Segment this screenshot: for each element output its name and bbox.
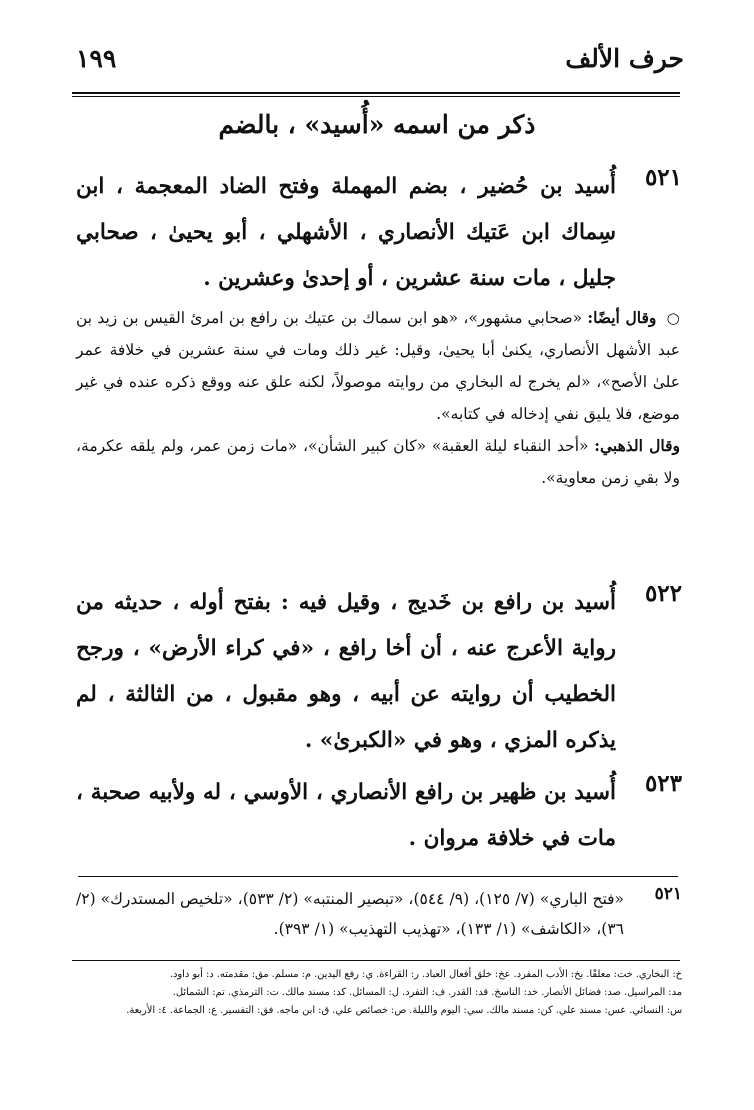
commentary-block — [76, 302, 680, 494]
commentary-paragraph — [76, 302, 680, 430]
footnote-rule — [78, 876, 678, 877]
abbreviation-line: خ: البخاري. خت: معلقًا. بخ: الأدب المفرد. عخ: خلق أفعال العباد. ر: القراءة. ي: رفع اليدين. م: مسلم. مق: مقدمته. د: أبو داود. — [169, 969, 682, 980]
page-number: ١٩٩ — [76, 44, 117, 73]
entry-text: أُسيد بن رافع بن خَديج ، وقيل فيه : بفتح أوله ، حديثه من رواية الأعرج عنه ، أن أخا رافع ، «في كراء الأرض» ، ورجح الخطيب أن روايته عن أبيه ، وهو مقبول ، من الثالثة ، لم يذكره المزي ، وهو في «الكبرىٰ» . — [76, 590, 616, 753]
entry-text: أُسيد بن ظهير بن رافع الأنصاري ، الأوسي ، له ولأبيه صحبة ، مات في خلافة مروان . — [76, 780, 616, 851]
commentary-text: «صحابي مشهور»، «هو ابن سماك بن عتيك بن رافع بن امرئ القيس بن زيد بن عبد الأشهل الأنصاري، يكنىٰ أبا يحيىٰ، وقيل: غير ذلك ومات في سنة عشرين في خلافة عمر علىٰ الأصح»، «لم يخرج له البخاري من روايته موصولاً، لكنه علق عنه ووقع ذكره عنده في غير موضع، فلا يليق نفي إدخاله في كتابه». — [76, 309, 680, 423]
abbreviation-key — [72, 966, 682, 1020]
entry-522 — [76, 580, 682, 764]
commentary-text: «أحد النقباء ليلة العقبة» «كان كبير الشأن»، «مات زمن عمر، ولم يلقه عكرمة، ولا بقي زمن معاوية». — [76, 437, 680, 487]
commentary-speaker: وقال أيضًا: — [587, 308, 657, 327]
abbreviation-line: مد: المراسيل. صد: فضائل الأنصار. خد: الناسخ. قد: القدر. ف: التفرد. ل: المسائل. كد: مسند مالك. ت: الترمذي. تم: الشمائل. — [172, 987, 682, 998]
abbreviation-line: س: النسائي. عس: مسند علي. كن: مسند مالك. سي: اليوم والليلة. ص: خصائص علي. ق: ابن ماجه. فق: التفسير. ع: الجماعة. ٤: الأربعة. — [126, 1005, 682, 1016]
header-rule-thin — [72, 96, 680, 97]
circle-bullet-icon: ○ — [666, 309, 680, 327]
commentary-speaker: وقال الذهبي: — [594, 436, 680, 455]
entry-text: أُسيد بن حُضير ، بضم المهملة وفتح الضاد المعجمة ، ابن سِماك ابن عَتيك الأنصاري ، الأشهلي ، أبو يحيىٰ ، صحابي جليل ، مات سنة عشرين ، أو إحدىٰ وعشرين . — [76, 174, 616, 291]
entry-521 — [76, 164, 682, 302]
footnote — [76, 884, 682, 944]
header-rule — [72, 92, 680, 94]
section-heading: ذكر من اسمه «أُسيد» ، بالضم — [218, 110, 536, 139]
entry-number: ٥٢٢ — [644, 580, 682, 607]
commentary-paragraph — [76, 430, 680, 494]
footnote-number: ٥٢١ — [654, 884, 682, 904]
abbreviation-rule — [72, 960, 680, 961]
entry-number: ٥٢٣ — [644, 770, 682, 797]
entry-523 — [76, 770, 682, 862]
footnote-text: «فتح الباري» (٧/ ١٢٥)، (٩/ ٥٤٤)، «تبصير المنتبه» (٢/ ٥٣٣)، «تلخيص المستدرك» (٢/ ٣٦)، «الكاشف» (١/ ١٣٣)، «تهذيب التهذيب» (١/ ٣٩٣). — [76, 890, 625, 938]
entry-number: ٥٢١ — [644, 164, 682, 191]
running-title: حرف الألف — [565, 44, 684, 73]
